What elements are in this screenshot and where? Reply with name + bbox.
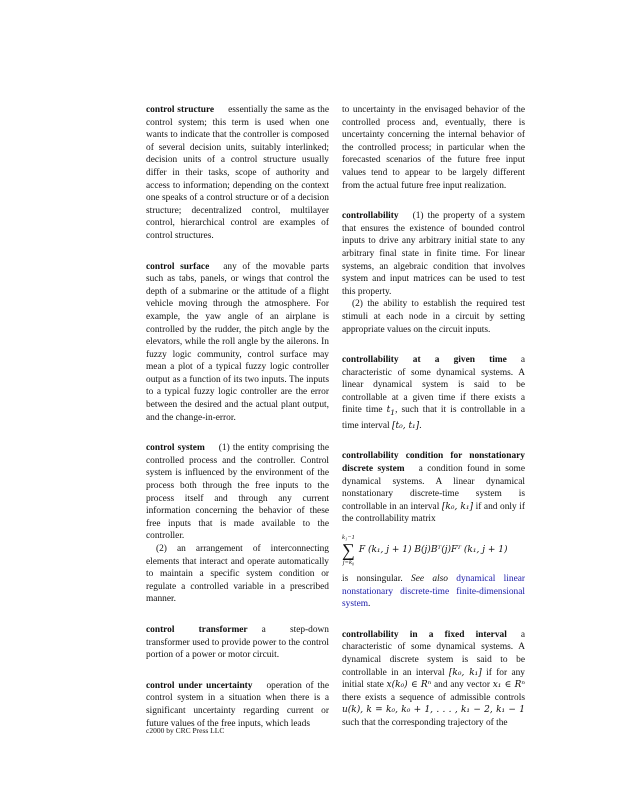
sum-symbol: ∑	[342, 540, 355, 561]
see-also-label: See also	[411, 574, 448, 585]
dictionary-entry	[146, 624, 329, 662]
entry-continuation	[342, 104, 525, 192]
entry-text: a characteristic of some dynamical systems. A dynamical discrete system is said to be controllable in an interval	[342, 629, 525, 678]
entry-term: controllability at a given time	[342, 355, 507, 366]
entry-text: is nonsingular.	[342, 574, 403, 585]
entry-term: control structure	[146, 105, 215, 115]
entry-controllability-condition: controllability condition for nonstationary discrete system a condition found in some dynamical systems. A linear dynamical nonstationary discrete-time system is controllable in an interval [k₀, k₁] if and only if the controllability matrix k₁−1 ∑ j=k₀ F (k₁, j + 1) B(j)Bᵀ(j)Fᵀ (k₁, j + 1) is nonsingular. See also dynamical linear nonstationary discrete-time finite-dimensional system.	[342, 451, 526, 610]
dictionary-entry	[146, 680, 329, 730]
entry-term: controllability	[342, 211, 399, 222]
dictionary-entry	[146, 442, 329, 606]
entry-text: a characteristic of some dynamical systems. A linear dynamical system is said to be controllable at a given time if there exists a finite time	[342, 355, 525, 416]
controllability-matrix-formula	[342, 534, 525, 567]
entry-term: controllability condition for nonstationary discrete system	[342, 451, 525, 475]
entry-text: operation of the control system in a situation when there is a significant uncertainty regarding current or future values of the free inputs, which leads	[146, 680, 329, 729]
math-control-sequence: u(k), k = k₀, k₀ + 1, . . . , k₁ − 2, k₁ − 1	[342, 705, 525, 716]
entry-text: there exists a sequence of admissible controls	[342, 692, 525, 703]
entry-controllability-at-given-time: controllability at a given time a characteristic of some dynamical systems. A linear dynamical system is said to be controllable at a given time if there exists a finite time $t_1$, such that it is controllable in a time interval [t₀, t₁].	[342, 355, 526, 431]
entry-text: (2) the ability to establish the required test stimuli at each node in a circuit by setting appropriate values on the circuit inputs.	[342, 299, 525, 335]
entry-text: if for any initial state	[342, 667, 525, 691]
entry-term: control transformer	[146, 624, 248, 635]
math-interval: [k₀, k₁]	[441, 501, 473, 512]
dictionary-entry	[146, 261, 329, 425]
dictionary-entry	[146, 104, 329, 243]
left-column	[146, 104, 329, 748]
see-also-link[interactable]: dynamical linear nonstationary discrete-time finite-dimensional system	[342, 574, 526, 610]
entry-term: control system	[146, 443, 205, 454]
copyright-footer: c2000 by CRC Press LLC	[146, 726, 225, 735]
entry-term: control under uncertainty	[146, 680, 253, 691]
entry-term: control surface	[146, 261, 210, 272]
entry-text: such that the corresponding trajectory of the	[342, 717, 508, 728]
right-column	[342, 104, 525, 748]
entry-term: controllability in a fixed interval	[342, 629, 507, 640]
math-initial-state: x(k₀) ∈ Rⁿ	[386, 680, 432, 691]
math-t1: $t_1$	[386, 405, 396, 418]
entry-text: to uncertainty in the envisaged behavior of the controlled process and, eventually, there is uncertainty concerning the internal behavior of the controlled process; in particular when the forecasted scenarios of the future free input values tend to appear to be largely different from the actual future free input realization.	[342, 105, 525, 191]
math-interval: [k₀, k₁]	[448, 667, 482, 678]
summation	[342, 534, 355, 567]
entry-text: (1) the entity comprising the controlled process and the controller. Control system is influenced by the environment of the process both through the free inputs to the process itself and through any current information concerning the behavior of these free inputs that is made available to the controller.	[146, 443, 329, 542]
entry-text: a condition found in some dynamical systems. A linear dynamical nonstationary discrete-time system is controllable in an interval	[342, 464, 525, 512]
entry-text: any of the movable parts such as tabs, panels, or wings that control the depth of a submarine or the attitude of a flight vehicle moving through the atmosphere. For example, the yaw angle of an airplane is controlled by the rudder, the pitch angle by the elevators, while the roll angle by the ailerons. In fuzzy logic community, control surface may mean a plot of a typical fuzzy logic controller output as a function of its two inputs. The inputs to a typical fuzzy logic controller are the error between the desired and the actual plant output, and the change-in-error.	[146, 261, 330, 423]
entry-controllability	[342, 210, 525, 336]
math-vector: x₁ ∈ Rⁿ	[492, 680, 525, 691]
entry-text: and any vector	[434, 680, 490, 691]
entry-text: if and only if the controllability matrix	[342, 501, 525, 525]
sum-lower-limit: j=k₀	[342, 559, 355, 567]
math-interval: [t₀, t₁]	[391, 420, 420, 431]
entry-text: (2) an arrangement of interconnecting elements that interact and operate automatically to maintain a specific system condition or regulate a controlled variable in a prescribed manner.	[146, 544, 329, 605]
entry-text: a step-down transformer used to provide power to the control portion of a power or motor circuit.	[146, 624, 329, 661]
entry-text: essentially the same as the control system; this term is used when one wants to indicate that the controller is composed of several decision units, suitably interlinked; decision units of a control structure usually differ in their tasks, scope of authority and access to information; depending on the context one speaks of a control structure or of a decision structure; decentralized control, multilayer control, hierarchical control are examples of control structures.	[146, 105, 329, 241]
entry-text: , such that it is controllable in a time interval	[342, 405, 526, 431]
sum-upper-limit: k₁−1	[342, 534, 355, 542]
formula-body: F (k₁, j + 1) B(j)Bᵀ(j)Fᵀ (k₁, j + 1)	[358, 545, 508, 556]
entry-controllability-fixed-interval	[342, 629, 525, 730]
entry-text: (1) the property of a system that ensures the existence of bounded control inputs to drive any arbitrary initial state to any arbitrary final state in finite time. For linear systems, an algebraic condition that involves system and input matrices can be used to test this property.	[342, 211, 525, 297]
